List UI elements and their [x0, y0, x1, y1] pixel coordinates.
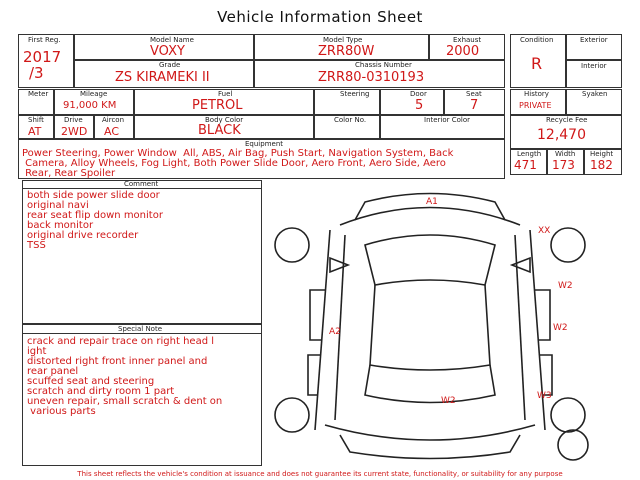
- mileage-value: 91,000 KM: [63, 100, 117, 111]
- equipment-line: Camera, Alloy Wheels, Fog Light, Both Power Slide Door, Aero Front, Aero Side, Aero: [22, 158, 446, 169]
- color-no-label: Color No.: [334, 116, 367, 124]
- comment-line: original drive recorder: [27, 230, 139, 241]
- body-color-value: BLACK: [198, 123, 241, 138]
- special-note-line: ight: [27, 346, 47, 357]
- equipment-line: Power Steering, Power Window All, ABS, Air Bag, Push Start, Navigation System, Back: [22, 148, 454, 159]
- seat-value: 7: [470, 98, 479, 113]
- special-note-label: Special Note: [118, 325, 163, 333]
- shift-value: AT: [28, 125, 42, 138]
- mileage-label: Mileage: [80, 90, 108, 98]
- aircon-value: AC: [104, 125, 120, 138]
- width-value: 173: [552, 158, 575, 172]
- rear-left-wheel: [275, 398, 309, 432]
- special-note-line: various parts: [27, 406, 96, 417]
- front-right-wheel: [551, 228, 585, 262]
- condition-value: R: [531, 54, 543, 73]
- condition-label: Condition: [520, 36, 554, 44]
- model-type-label: Model Type: [323, 36, 363, 44]
- meter-label: Meter: [28, 90, 49, 98]
- chassis-label: Chassis Number: [355, 61, 412, 69]
- special-note-line: rear panel: [27, 366, 79, 377]
- damage-mark-left-side: A2: [329, 327, 341, 337]
- damage-mark-right-fender: W2: [558, 281, 573, 291]
- interior-color-label: Interior Color: [424, 116, 471, 124]
- comment-text: [27, 191, 163, 251]
- special-note-line: scratch and dirty room 1 part: [27, 386, 175, 397]
- exhaust-value: 2000: [446, 44, 480, 59]
- body-color-label: Body Color: [205, 116, 244, 124]
- damage-mark-right-side: W2: [553, 323, 568, 333]
- equipment-text: [22, 149, 504, 179]
- special-note-line: uneven repair, small scratch & dent on: [27, 396, 223, 407]
- interior-label: Interior: [581, 62, 607, 70]
- height-label: Height: [590, 150, 614, 158]
- recycle-fee-value: 12,470: [537, 127, 586, 143]
- spare-tire: [558, 430, 588, 460]
- drive-value: 2WD: [61, 125, 88, 138]
- model-name-label: Model Name: [150, 36, 194, 44]
- special-note-line: crack and repair trace on right head l: [27, 336, 215, 347]
- comment-line: TSS: [27, 240, 46, 251]
- sheet-title: Vehicle Information Sheet: [217, 8, 423, 26]
- damage-mark-rear: W2: [441, 396, 456, 406]
- shift-label: Shift: [28, 116, 44, 124]
- damage-mark-rear-right: W3: [537, 391, 552, 401]
- seat-label: Seat: [466, 90, 482, 98]
- length-value: 471: [514, 158, 537, 172]
- recycle-fee-label: Recycle Fee: [546, 116, 588, 124]
- first-reg-label: First Reg.: [28, 36, 61, 44]
- special-note-line: distorted right front inner panel and: [27, 356, 208, 367]
- history-value: PRIVATE: [519, 101, 552, 110]
- model-type-value: ZRR80W: [318, 44, 375, 59]
- special-note-text: [27, 337, 222, 417]
- disclaimer-footer: This sheet reflects the vehicle's condition at issuance and does not guarantee its current state, functionality, or suitability for any purpose: [77, 470, 563, 478]
- fuel-label: Fuel: [218, 90, 233, 98]
- damage-mark-front-right: XX: [538, 226, 551, 236]
- comment-label: Comment: [124, 180, 159, 188]
- syaken-label: Syaken: [582, 90, 608, 98]
- width-label: Width: [555, 150, 576, 158]
- comment-line: rear seat flip down monitor: [27, 210, 163, 221]
- door-label: Door: [410, 90, 427, 98]
- front-left-wheel: [275, 228, 309, 262]
- drive-label: Drive: [64, 116, 83, 124]
- damage-mark-front: A1: [426, 197, 438, 207]
- exterior-label: Exterior: [580, 36, 608, 44]
- car-outline: [308, 194, 552, 459]
- special-note-line: scuffed seat and steering: [27, 376, 155, 387]
- comment-line: both side power slide door: [27, 190, 160, 201]
- car-damage-diagram: [270, 180, 615, 470]
- wheels: [275, 228, 585, 432]
- chassis-value: ZRR80-0310193: [318, 70, 425, 85]
- rear-right-wheel: [551, 398, 585, 432]
- length-label: Length: [517, 150, 542, 158]
- history-label: History: [524, 90, 549, 98]
- comment-line: original navi: [27, 200, 89, 211]
- grade-label: Grade: [159, 61, 181, 69]
- equipment-line: Rear, Rear Spoiler: [22, 168, 116, 179]
- aircon-label: Aircon: [102, 116, 125, 124]
- door-value: 5: [415, 98, 424, 113]
- model-name-value: VOXY: [150, 44, 185, 59]
- fuel-value: PETROL: [192, 98, 243, 113]
- grade-value: ZS KIRAMEKI II: [115, 70, 210, 85]
- first-reg-month: /3: [29, 64, 44, 82]
- exhaust-label: Exhaust: [453, 36, 482, 44]
- first-reg-year: 2017: [23, 48, 62, 66]
- steering-label: Steering: [340, 90, 370, 98]
- comment-line: back monitor: [27, 220, 94, 231]
- height-value: 182: [590, 158, 613, 172]
- equipment-label: Equipment: [245, 140, 283, 148]
